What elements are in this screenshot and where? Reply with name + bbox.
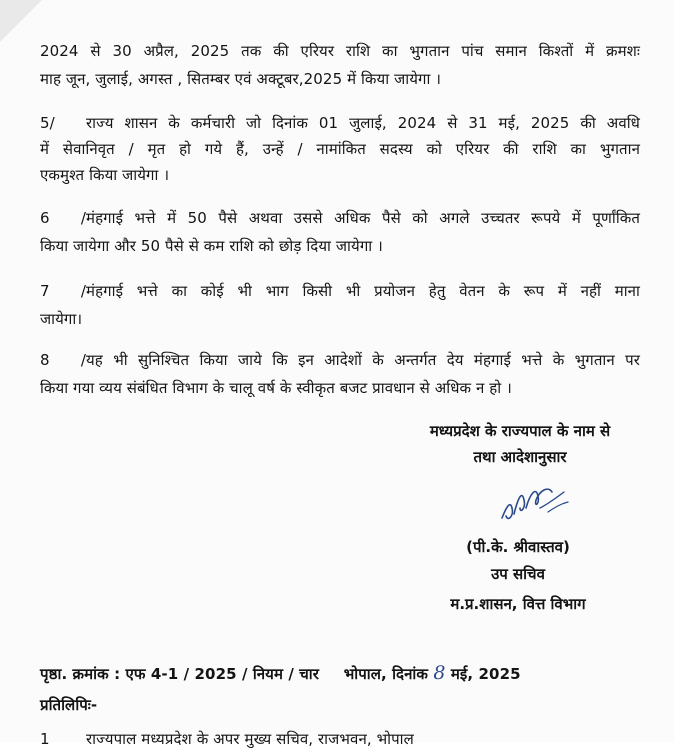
signatory-designation: उप सचिव bbox=[491, 565, 545, 583]
handwritten-date-day: 8 bbox=[433, 662, 446, 684]
authority-line-1: मध्यप्रदेश के राज्यपाल के नाम से bbox=[429, 422, 611, 440]
para-7-text-1: मंहगाई भत्ते का कोई भी भाग किसी भी प्रयोजन हेतु वेतन के रूप में नहीं माना bbox=[86, 282, 640, 300]
copy-item-1 bbox=[40, 728, 640, 750]
arrears-line-2: माह जून, जुलाई, अगस्त , सितम्बर एवं अक्टूबर,2025 में किया जायेगा । bbox=[40, 70, 442, 88]
para-7-line-1 bbox=[40, 280, 640, 302]
endorsement-line bbox=[40, 662, 660, 685]
arrears-line-1: 2024 से 30 अप्रैल, 2025 तक की एरियर राशि का भुगतान पांच समान किश्तों में क्रमशः bbox=[40, 42, 640, 60]
para-7-number: 7 / bbox=[40, 282, 86, 300]
endorsement-place-date: भोपाल, दिनांक bbox=[343, 665, 428, 683]
para-5-line-2: में सेवानिवृत / मृत हो गये हैं, उन्हें / नामांकित सदस्य को एरियर की राशि का भुगतान bbox=[40, 140, 640, 158]
para-5-text-1: राज्य शासन के कर्मचारी जो दिनांक 01 जुलाई, 2024 से 31 मई, 2025 की अवधि bbox=[86, 114, 640, 132]
folded-corner bbox=[0, 0, 42, 42]
copy-to-label: प्रतिलिपिः- bbox=[40, 696, 98, 714]
para-6-number: 6 / bbox=[40, 209, 86, 227]
para-8-number: 8 / bbox=[40, 351, 86, 369]
signatory-name: (पी.के. श्रीवास्तव) bbox=[466, 538, 570, 556]
signatory-office: म.प्र.शासन, वित्त विभाग bbox=[450, 595, 586, 613]
para-8-line-2: किया गया व्यय संबंधित विभाग के चालू वर्ष के स्वीकृत बजट प्रावधान से अधिक न हो । bbox=[40, 379, 512, 397]
para-5-line-3: एकमुश्त किया जायेगा । bbox=[40, 166, 170, 184]
endorsement-reference: पृष्ठा. क्रमांक : एफ 4-1 / 2025 / नियम / चार bbox=[40, 665, 320, 683]
para-6-line-1 bbox=[40, 207, 640, 229]
para-8-line-1 bbox=[40, 349, 640, 371]
endorsement-date-rest: मई, 2025 bbox=[450, 665, 521, 683]
copy-item-number: 1 bbox=[40, 730, 50, 748]
handwritten-signature bbox=[496, 478, 576, 530]
para-8-text-1: यह भी सुनिश्चित किया जाये कि इन आदेशों के अन्तर्गत देय मंहगाई भत्ते के भुगतान पर bbox=[86, 351, 640, 369]
para-5-line-1 bbox=[40, 112, 640, 134]
para-6-text-1: मंहगाई भत्ते में 50 पैसे अथवा उससे अधिक पैसे को अगले उच्चतर रूपये में पूर्णांकित bbox=[86, 209, 640, 227]
authority-line-2: तथा आदेशानुसार bbox=[473, 448, 567, 466]
para-6-line-2: किया जायेगा और 50 पैसे से कम राशि को छोड़ दिया जायेगा । bbox=[40, 237, 383, 255]
para-5-number: 5/ bbox=[40, 114, 55, 132]
copy-item-text: राज्यपाल मध्यप्रदेश के अपर मुख्य सचिव, राजभवन, भोपाल bbox=[86, 730, 414, 748]
para-7-line-2: जायेगा। bbox=[40, 310, 83, 328]
